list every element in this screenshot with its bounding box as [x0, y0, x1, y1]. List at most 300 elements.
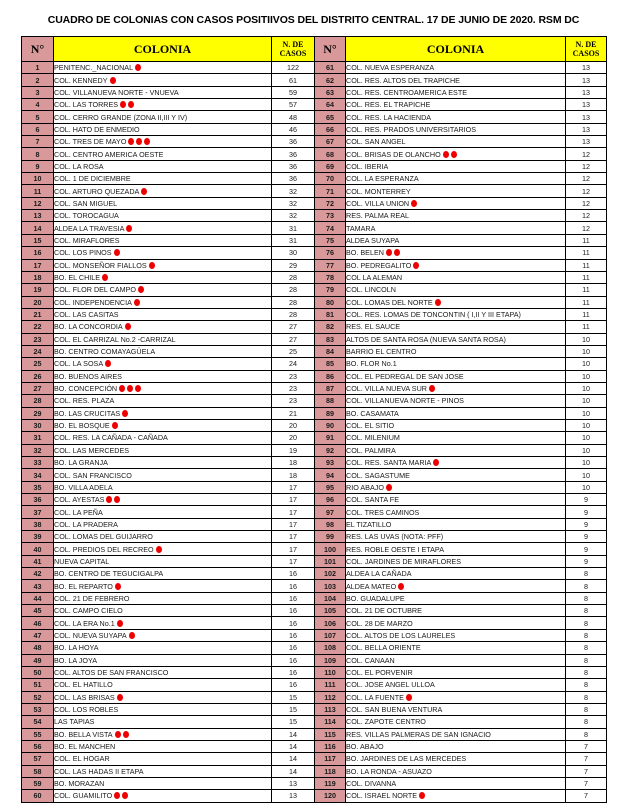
- colonia-name: [346, 740, 566, 752]
- colonia-name-text: COL. FLOR DEL CAMPO: [54, 285, 137, 295]
- colonia-name-text: COL. BRISAS DE OLANCHO: [346, 149, 441, 159]
- colonia-name-text: BO. BUENOS AIRES: [54, 371, 122, 381]
- row-number: [315, 728, 346, 740]
- row-number-text: 104: [324, 593, 336, 603]
- case-count-text: 8: [584, 705, 588, 715]
- colonia-name: [54, 123, 272, 135]
- colonia-name: [54, 494, 272, 506]
- row-number: [22, 247, 54, 259]
- row-number: [315, 358, 346, 370]
- row-number: [22, 86, 54, 98]
- colonia-name: [346, 629, 566, 641]
- case-count: [566, 432, 607, 444]
- colonia-name: [346, 679, 566, 691]
- colonia-name: [54, 74, 272, 86]
- case-count: [272, 185, 315, 197]
- colonia-name: [54, 740, 272, 752]
- red-dot-marker-icon: [110, 77, 116, 84]
- row-number-text: 77: [326, 260, 334, 270]
- colonia-name: [346, 395, 566, 407]
- row-number: [22, 185, 54, 197]
- red-dot-marker-icon: [128, 101, 134, 108]
- row-number-text: 7: [35, 137, 40, 147]
- row-number-text: 40: [33, 544, 42, 554]
- colonia-name: [346, 703, 566, 715]
- table-row: [22, 333, 607, 345]
- case-count-text: 14: [289, 766, 297, 776]
- row-number-text: 24: [33, 347, 42, 357]
- row-number-text: 3: [35, 87, 40, 97]
- row-number-text: 41: [33, 556, 42, 566]
- case-count-text: 18: [289, 458, 297, 468]
- colonia-name-text: COL. DIVANNA: [346, 779, 397, 789]
- colonia-name-text: COL. EL SITIO: [346, 421, 395, 431]
- colonia-name: [346, 617, 566, 629]
- table-row: [22, 197, 607, 209]
- case-count: [272, 210, 315, 222]
- case-count: [272, 753, 315, 765]
- row-number-text: 36: [33, 495, 42, 505]
- case-count: [566, 753, 607, 765]
- colonia-name: [346, 568, 566, 580]
- case-count: [272, 74, 315, 86]
- case-count: [272, 259, 315, 271]
- colonia-name-text: COL. LAS CASITAS: [54, 310, 119, 320]
- case-count-text: 25: [289, 347, 297, 357]
- row-number: [315, 296, 346, 308]
- row-number: [22, 481, 54, 493]
- case-count: [566, 716, 607, 728]
- row-number: [315, 99, 346, 111]
- case-count: [272, 679, 315, 691]
- colonia-name-text: COL. LA FUENTE: [346, 692, 404, 702]
- colonia-name: [346, 185, 566, 197]
- case-count-text: 10: [582, 433, 590, 443]
- table-row: [22, 716, 607, 728]
- row-number: [22, 691, 54, 703]
- colonia-name: [346, 432, 566, 444]
- case-count-text: 10: [582, 458, 590, 468]
- colonia-name: [54, 506, 272, 518]
- table-row: [22, 666, 607, 678]
- colonia-name-text: COL. MONTERREY: [346, 186, 411, 196]
- colonia-name: [346, 123, 566, 135]
- case-count-text: 13: [582, 87, 590, 97]
- row-number-text: 120: [324, 791, 336, 801]
- colonia-name-text: COL. RES. CENTROAMERICA ESTE: [346, 87, 468, 97]
- colonia-name: [54, 395, 272, 407]
- colonia-name-text: COL. SAN BUENA VENTURA: [346, 705, 443, 715]
- row-number-text: 95: [326, 482, 334, 492]
- table-body: [22, 62, 607, 803]
- row-number: [22, 765, 54, 777]
- colonia-name: [346, 247, 566, 259]
- row-number: [315, 333, 346, 345]
- colonia-name-text: COL. SAN MIGUEL: [54, 198, 118, 208]
- case-count-text: 20: [289, 421, 297, 431]
- row-number: [315, 592, 346, 604]
- case-count: [566, 185, 607, 197]
- case-count: [566, 74, 607, 86]
- table-row: [22, 407, 607, 419]
- case-count: [566, 740, 607, 752]
- row-number-text: 17: [33, 260, 42, 270]
- colonia-name-text: COL. IBERIA: [346, 161, 389, 171]
- red-dot-marker-icon: [386, 484, 392, 491]
- row-number-text: 21: [33, 310, 42, 320]
- colonia-name-text: COL. LA ERA No.1: [54, 618, 115, 628]
- row-number: [315, 345, 346, 357]
- row-number: [315, 666, 346, 678]
- row-number: [315, 111, 346, 123]
- row-number: [315, 370, 346, 382]
- case-count-text: 13: [582, 137, 590, 147]
- case-count-text: 36: [289, 174, 297, 184]
- colonia-name-text: COL. LOMAS DEL GUIJARRO: [54, 532, 153, 542]
- case-count-text: 12: [582, 198, 590, 208]
- colonia-name: [54, 679, 272, 691]
- row-number-text: 15: [33, 235, 42, 245]
- colonia-name: [54, 284, 272, 296]
- colonia-name-text: COL. 21 DE FEBRERO: [54, 593, 130, 603]
- table-row: [22, 185, 607, 197]
- case-count: [272, 308, 315, 320]
- red-dot-marker-icon: [128, 138, 134, 145]
- row-number: [315, 382, 346, 394]
- row-number-text: 117: [324, 754, 336, 764]
- row-number-text: 27: [33, 384, 42, 394]
- row-number-text: 38: [33, 519, 42, 529]
- case-count-text: 9: [584, 532, 588, 542]
- colonia-name: [54, 407, 272, 419]
- case-count: [272, 740, 315, 752]
- case-count: [566, 308, 607, 320]
- case-count-text: 16: [289, 593, 297, 603]
- colonia-name-text: BO. LAS CRUCITAS: [54, 408, 121, 418]
- header-colonia-left: COLONIA: [54, 37, 272, 62]
- case-count-text: 7: [584, 779, 588, 789]
- row-number: [315, 679, 346, 691]
- colonia-name-text: COL. VILLANUEVA NORTE - VNUEVA: [54, 87, 179, 97]
- case-count-text: 12: [582, 211, 590, 221]
- case-count: [272, 617, 315, 629]
- case-count: [272, 407, 315, 419]
- colonia-name: [346, 86, 566, 98]
- case-count: [272, 432, 315, 444]
- row-number: [22, 407, 54, 419]
- colonia-name: [346, 753, 566, 765]
- case-count: [272, 691, 315, 703]
- colonia-name: [346, 271, 566, 283]
- row-number-text: 58: [33, 766, 42, 776]
- colonia-name-text: RIO ABAJO: [346, 482, 384, 492]
- colonia-name: [54, 580, 272, 592]
- table-row: [22, 99, 607, 111]
- case-count-text: 19: [289, 445, 297, 455]
- row-number-text: 51: [33, 680, 42, 690]
- colonia-name-text: COL. VILLA UNION: [346, 198, 410, 208]
- case-count: [566, 197, 607, 209]
- red-dot-marker-icon: [127, 385, 133, 392]
- colonia-name: [346, 457, 566, 469]
- table-row: [22, 345, 607, 357]
- row-number-text: 49: [33, 655, 42, 665]
- table-row: [22, 358, 607, 370]
- header-colonia-right: COLONIA: [346, 37, 566, 62]
- case-count-text: 10: [582, 334, 590, 344]
- row-number: [22, 518, 54, 530]
- case-count: [566, 605, 607, 617]
- colonia-name-text: COL. PREDIOS DEL RECREO: [54, 544, 154, 554]
- row-number-text: 75: [326, 235, 334, 245]
- case-count: [272, 518, 315, 530]
- colonia-name-text: COL. SAN FRANCISCO: [54, 470, 132, 480]
- row-number: [315, 308, 346, 320]
- colonia-name: [346, 716, 566, 728]
- colonia-name: [54, 592, 272, 604]
- case-count-text: 13: [289, 791, 297, 801]
- case-count-text: 13: [582, 112, 590, 122]
- colonia-name-text: BO. EL CHILE: [54, 273, 101, 283]
- colonia-name: [54, 99, 272, 111]
- case-count: [272, 444, 315, 456]
- colonia-name-text: COL. RES. EL TRAPICHE: [346, 100, 431, 110]
- case-count-text: 16: [289, 668, 297, 678]
- colonia-name: [346, 407, 566, 419]
- colonia-name-text: COL. MIRAFLORES: [54, 235, 120, 245]
- colonia-name: [54, 654, 272, 666]
- row-number: [315, 703, 346, 715]
- row-number: [315, 259, 346, 271]
- case-count-text: 29: [289, 260, 297, 270]
- case-count: [566, 345, 607, 357]
- row-number-text: 67: [326, 137, 334, 147]
- colonia-name: [54, 555, 272, 567]
- colonia-name: [346, 728, 566, 740]
- red-dot-marker-icon: [135, 385, 141, 392]
- case-count: [272, 86, 315, 98]
- colonia-name: [346, 580, 566, 592]
- colonia-name-text: COL. PALMIRA: [346, 445, 396, 455]
- row-number-text: 76: [326, 248, 334, 258]
- case-count: [566, 568, 607, 580]
- case-count-text: 13: [582, 100, 590, 110]
- case-count: [566, 777, 607, 789]
- case-count-text: 10: [582, 408, 590, 418]
- colonia-name: [54, 605, 272, 617]
- colonia-name-text: LAS TAPIAS: [54, 717, 95, 727]
- colonia-name-text: COL. RES. SANTA MARIA: [346, 458, 432, 468]
- row-number-text: 8: [35, 149, 40, 159]
- case-count-text: 8: [584, 569, 588, 579]
- row-number-text: 9: [35, 161, 40, 171]
- case-count-text: 10: [582, 396, 590, 406]
- colonia-name-text: COL. LOS PINOS: [54, 248, 112, 258]
- row-number: [315, 494, 346, 506]
- colonia-name: [346, 284, 566, 296]
- case-count: [272, 642, 315, 654]
- case-count-text: 11: [582, 310, 590, 320]
- case-count: [566, 654, 607, 666]
- case-count-text: 30: [289, 248, 297, 258]
- colonia-name-text: COL. TRES DE MAYO: [54, 137, 127, 147]
- case-count: [566, 86, 607, 98]
- colonia-name-text: BO. LA JOYA: [54, 655, 98, 665]
- header-casos-line1: N. DE: [575, 40, 597, 49]
- colonia-name-text: BO. LA RONDA - ASUAZO: [346, 766, 432, 776]
- row-number: [315, 469, 346, 481]
- case-count: [272, 321, 315, 333]
- colonia-name: [54, 333, 272, 345]
- case-count: [566, 382, 607, 394]
- row-number: [22, 592, 54, 604]
- red-dot-marker-icon: [406, 694, 412, 701]
- colonia-name: [346, 62, 566, 74]
- row-number-text: 57: [33, 754, 42, 764]
- red-dot-marker-icon: [386, 249, 392, 256]
- row-number-text: 64: [326, 100, 334, 110]
- row-number: [22, 62, 54, 74]
- case-count-text: 36: [289, 161, 297, 171]
- red-dot-marker-icon: [126, 225, 132, 232]
- colonia-name: [346, 531, 566, 543]
- table-row: [22, 629, 607, 641]
- table-row: [22, 62, 607, 74]
- colonia-name: [346, 494, 566, 506]
- colonia-name-text: BO. PEDREGALITO: [346, 260, 412, 270]
- case-count: [566, 506, 607, 518]
- colonia-name: [54, 777, 272, 789]
- table-row: [22, 284, 607, 296]
- row-number-text: 90: [326, 421, 334, 431]
- colonia-name-text: BO. JARDINES DE LAS MERCEDES: [346, 754, 467, 764]
- case-count: [272, 197, 315, 209]
- row-number: [22, 333, 54, 345]
- case-count: [566, 790, 607, 802]
- colonia-name: [54, 185, 272, 197]
- colonia-name-text: PENITENC._NACIONAL: [54, 63, 134, 73]
- case-count-text: 8: [584, 618, 588, 628]
- table-row: [22, 543, 607, 555]
- row-number-text: 53: [33, 705, 42, 715]
- colonia-name-text: COL. CAMPO CIELO: [54, 606, 123, 616]
- colonia-name: [54, 666, 272, 678]
- colonia-name-text: COL. RES. LOMAS DE TONCONTIN ( I,II Y III ETAPA): [346, 310, 521, 320]
- colonia-name: [54, 790, 272, 802]
- colonia-name: [346, 74, 566, 86]
- row-number: [315, 419, 346, 431]
- row-number-text: 33: [33, 458, 42, 468]
- row-number-text: 50: [33, 668, 42, 678]
- case-count: [272, 703, 315, 715]
- red-dot-marker-icon: [411, 200, 417, 207]
- row-number: [22, 123, 54, 135]
- colonia-name-text: COL. LAS BRISAS: [54, 692, 115, 702]
- row-number: [22, 605, 54, 617]
- case-count-text: 17: [289, 507, 297, 517]
- colonia-name: [54, 247, 272, 259]
- table-row: [22, 469, 607, 481]
- row-number-text: 25: [33, 359, 42, 369]
- colonia-name-text: COL. NUEVA ESPERANZA: [346, 63, 435, 73]
- row-number: [22, 703, 54, 715]
- colonia-name: [54, 222, 272, 234]
- colonia-name: [346, 691, 566, 703]
- case-count-text: 16: [289, 630, 297, 640]
- colonia-name: [54, 432, 272, 444]
- row-number-text: 100: [324, 544, 336, 554]
- row-number-text: 12: [33, 198, 42, 208]
- colonia-name-text: COL. 28 DE MARZO: [346, 618, 413, 628]
- colonia-name-text: COL. RES. LA CAÑADA - CAÑADA: [54, 433, 168, 443]
- case-count: [272, 506, 315, 518]
- row-number: [315, 74, 346, 86]
- case-count: [272, 728, 315, 740]
- row-number: [22, 210, 54, 222]
- row-number-text: 87: [326, 384, 334, 394]
- red-dot-marker-icon: [115, 731, 121, 738]
- colonia-name-text: COL. ISRAEL NORTE: [346, 791, 418, 801]
- row-number: [315, 753, 346, 765]
- row-number: [315, 543, 346, 555]
- case-count-text: 16: [289, 581, 297, 591]
- row-number: [315, 160, 346, 172]
- case-count-text: 28: [289, 297, 297, 307]
- row-number: [315, 506, 346, 518]
- table-row: [22, 271, 607, 283]
- colonia-name-text: BO. LA GRANJA: [54, 458, 108, 468]
- colonia-name-text: BO. CASAMATA: [346, 408, 399, 418]
- case-count: [272, 123, 315, 135]
- row-number-text: 59: [33, 779, 42, 789]
- case-count-text: 18: [289, 470, 297, 480]
- header-casos-left: [272, 37, 315, 62]
- row-number: [315, 123, 346, 135]
- row-number-text: 80: [326, 297, 334, 307]
- case-count: [566, 457, 607, 469]
- colonia-name: [54, 457, 272, 469]
- colonia-name-text: COL. EL CARRIZAL No.2 -CARRIZAL: [54, 334, 176, 344]
- case-count-text: 8: [584, 680, 588, 690]
- colonia-name-text: COL. EL PEDREGAL DE SAN JOSE: [346, 371, 464, 381]
- colonia-name: [54, 86, 272, 98]
- colonia-name-text: COL. LA ESPERANZA: [346, 174, 419, 184]
- row-number: [22, 494, 54, 506]
- case-count-text: 10: [582, 371, 590, 381]
- table-row: [22, 382, 607, 394]
- red-dot-marker-icon: [398, 583, 404, 590]
- table-row: [22, 457, 607, 469]
- row-number: [315, 197, 346, 209]
- row-number-text: 103: [324, 581, 336, 591]
- row-number: [315, 432, 346, 444]
- colonia-name: [54, 642, 272, 654]
- colonia-name: [346, 333, 566, 345]
- case-count: [566, 765, 607, 777]
- case-count: [566, 629, 607, 641]
- colonia-name-text: COL. LOS ROBLES: [54, 705, 119, 715]
- row-number-text: 31: [33, 433, 42, 443]
- colonia-name-text: BO. CENTRO COMAYAGÜELA: [54, 347, 156, 357]
- table-row: [22, 234, 607, 246]
- row-number: [22, 568, 54, 580]
- row-number: [315, 568, 346, 580]
- row-number-text: 70: [326, 174, 334, 184]
- row-number: [315, 234, 346, 246]
- case-count: [566, 136, 607, 148]
- red-dot-marker-icon: [136, 138, 142, 145]
- case-count-text: 16: [289, 655, 297, 665]
